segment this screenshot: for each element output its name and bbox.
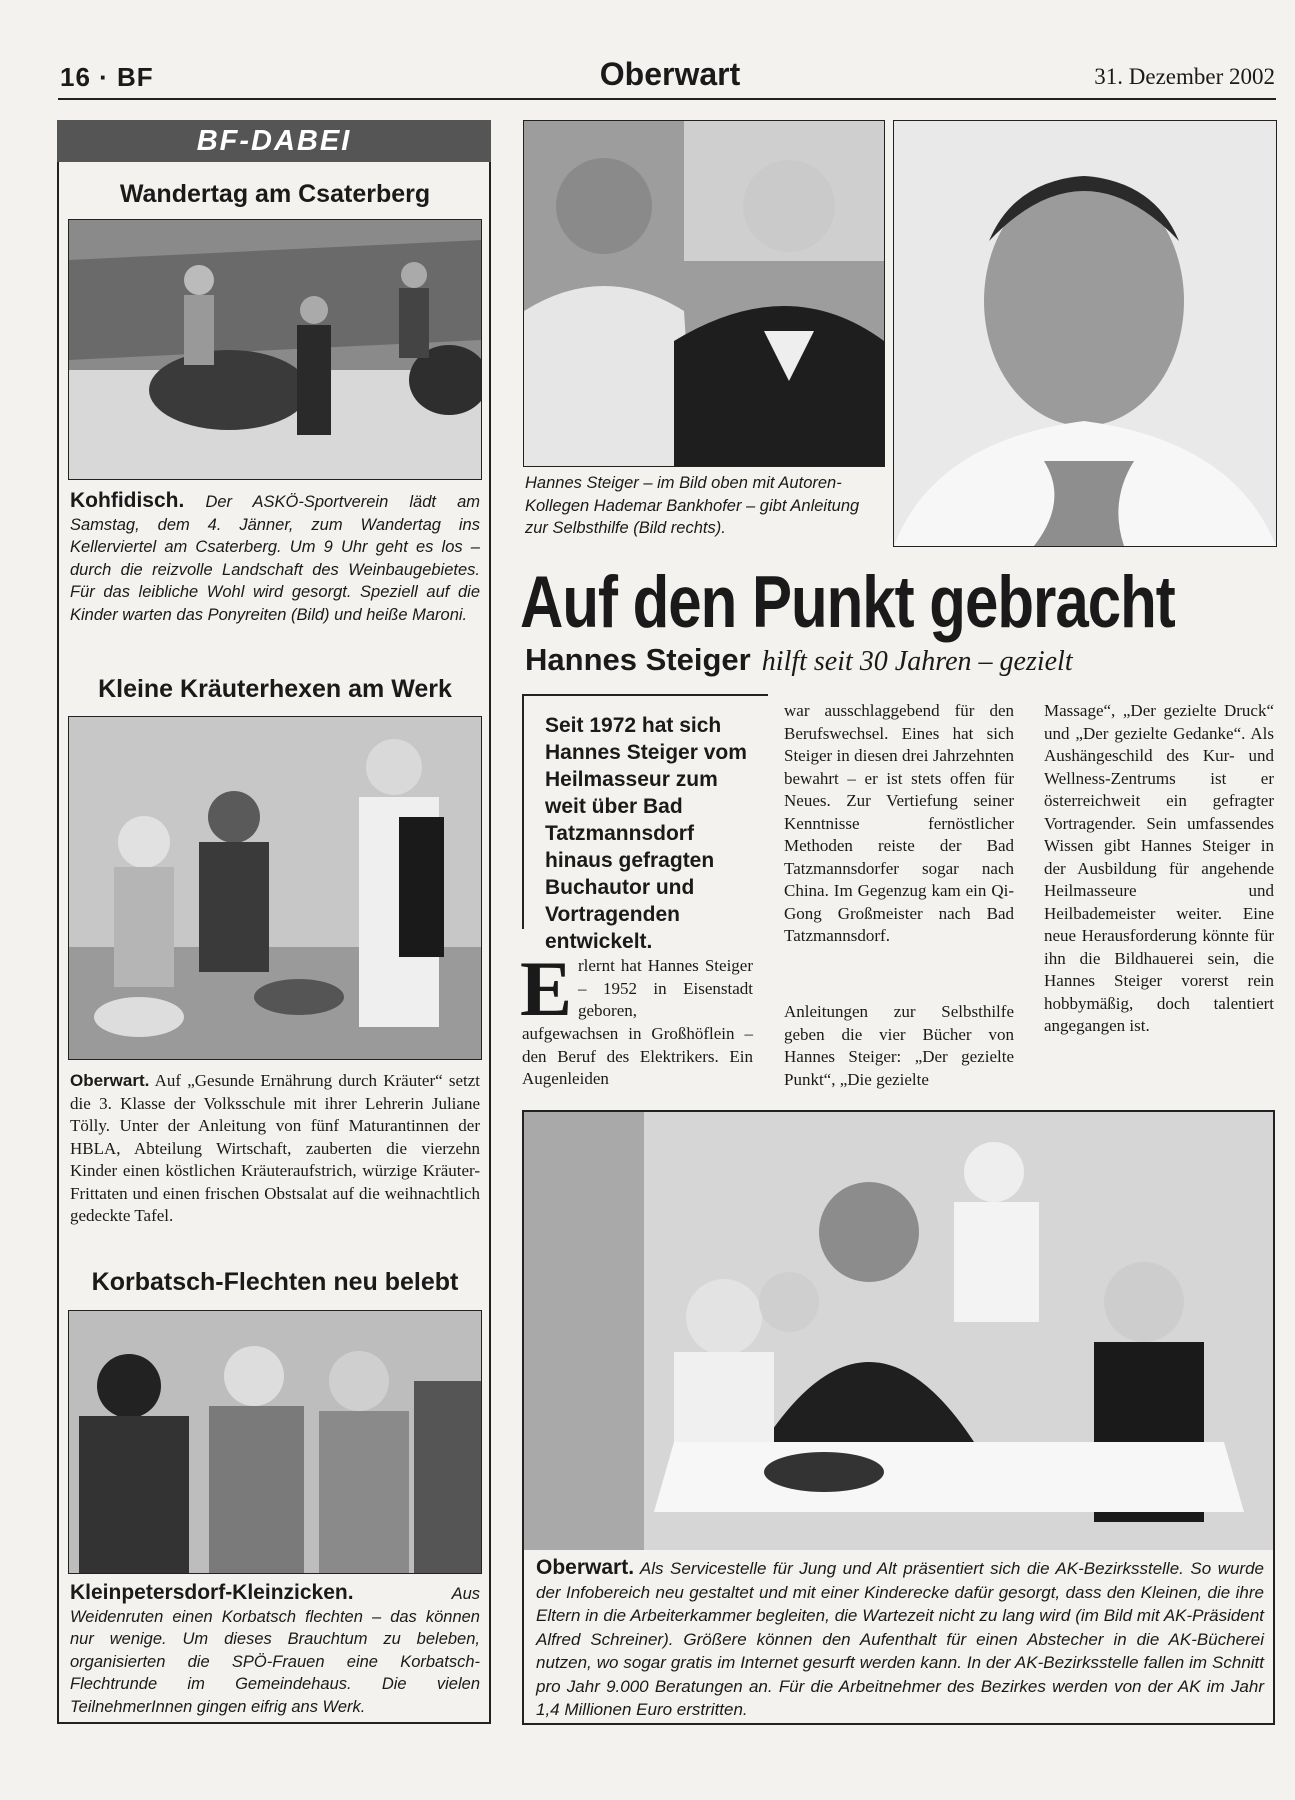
article-teaser: Seit 1972 hat sich Hannes Steiger vom Heilmasseur zum weit über Bad Tatzmannsdorf hinaus gefragten Buchautor und Vortragenden entwickelt.	[545, 714, 747, 953]
article-col3: Massage“, „Der gezielte Druck“ und „Der gezielte Gedanke“. Als Aushängeschild des Kur- und Wellness-Zentrums ist er österreichweit ein gefragter Vortragender. Sein umfassendes Wissen gibt Hannes Steiger in der Ausbildung für angehende Heilmasseure und Heilbademeister weiter. Eine neue Herausforderung könnte für ihn die Bildhauerei sein, die Hannes Steiger vorerst rein hobbymäßig, doch talentiert angegangen ist.	[1044, 701, 1274, 1035]
story-headline: Wandertag am Csaterberg	[119, 180, 431, 208]
story-lead: Oberwart.	[70, 1071, 150, 1090]
dropcap: E	[520, 945, 573, 1032]
story-lead: Kohfidisch.	[70, 489, 185, 512]
issue-date: 31. Dezember 2002	[1094, 64, 1275, 89]
article-col2-b: Anleitungen zur Selbsthilfe geben die vier Bücher von Hannes Steiger: „Der gezielte Punkt“, „Die gezielte	[784, 1002, 1014, 1089]
section-title: Oberwart	[599, 56, 741, 92]
page-number: 16 · BF	[60, 62, 154, 92]
bottom-caption	[536, 1556, 1264, 1722]
ak-children-photo	[524, 1112, 1273, 1550]
story-lead: Kleinpetersdorf-Kleinzicken.	[70, 1581, 354, 1604]
bottom-body: Als Servicestelle für Jung und Alt präsentiert sich die AK-Bezirksstelle. So wurde der Infobereich neu gestaltet und mit einer Kinderecke dafür gesorgt, dass den Kleinen, die ihre Eltern in die Arbeiterkammer begleiten, die Wartezeit nicht zu lang wird (im Bild mit AK-Präsident Alfred Schreiner). Größere können den Aufenthalt für einen Abstecher in die AK-Bücherei nutzen, wo sogar gratis im Internet gesurft werden kann. In der AK-Bezirksstelle fallen im Schnitt pro Jahr 9.000 Beratungen an. Für die Arbeitnehmer des Bezirkes werden von der AK im Jahr 1,4 Millionen Euro erstritten.	[536, 1559, 1264, 1719]
herb-cooking-photo	[68, 716, 482, 1060]
story-body: Der ASKÖ-Sportverein lädt am Samstag, dem 4. Jänner, zum Wandertag ins Kellerviertel am Csaterberg. Um 9 Uhr geht es los – durch die reizvolle Landschaft des Weinbaugebietes. Für das leibliche Wohl wird gesorgt. Speziell auf die Kinder warten das Ponyreiten (Bild) und heiße Maroni.	[70, 493, 480, 624]
story-body: Aus Weidenruten einen Korbatsch flechten – das können nur wenige. Um dieses Brauchtum zu beleben, organisierten die SPÖ-Frauen eine Korbatsch-Flechtrunde im Gemeindehaus. Die vielen TeilnehmerInnen gingen eifrig ans Werk.	[70, 1585, 480, 1716]
header-rule	[58, 98, 1276, 100]
story-headline: Korbatsch-Flechten neu belebt	[91, 1268, 459, 1296]
article-col1-b: aufgewachsen in Großhöflein – den Beruf des Elektrikers. Ein Augenleiden	[522, 1024, 753, 1088]
story-body: Auf „Gesunde Ernährung durch Kräuter“ setzt die 3. Klasse der Volksschule mit ihrer Lehrerin Juliane Tölly. Unter der Anleitung von fünf Maturantinnen der HBLA, Abteilung Wirtschaft, zauberten die vierzehn Kinder einen köstlichen Kräuteraufstrich, würzige Kräuter-Frittaten und einen frischen Obstsalat auf die weihnachtlich gedeckte Tafel.	[70, 1071, 480, 1225]
basket-weaving-photo	[68, 1310, 482, 1574]
pony-photo	[68, 219, 482, 480]
article-col1-a: rlernt hat Hannes Steiger – 1952 in Eisenstadt geboren,	[578, 956, 753, 1020]
article-subhead	[525, 642, 1275, 678]
steiger-portrait-photo	[893, 120, 1277, 547]
bottom-lead: Oberwart.	[536, 1556, 635, 1579]
story-text	[70, 1582, 480, 1718]
story-text	[70, 490, 480, 626]
story-headline: Kleine Kräuterhexen am Werk	[98, 675, 452, 703]
subhead-text: hilft seit 30 Jahren – gezielt	[761, 646, 1073, 677]
steiger-bankhofer-photo	[523, 120, 885, 467]
subhead-name: Hannes Steiger	[525, 642, 751, 677]
story-text	[70, 1070, 480, 1228]
photo-caption: Hannes Steiger – im Bild oben mit Autoren-Kollegen Hademar Bankhofer – gibt Anleitung zur Selbsthilfe (Bild rechts).	[525, 474, 860, 537]
article-headline: Auf den Punkt gebracht	[520, 561, 1175, 643]
article-col2: war ausschlaggebend für den Berufswechsel. Eines hat sich Steiger in diesen drei Jahrzehnten bewahrt – er ist stets offen für Neues. Zur Vertiefung seiner Kenntnisse fernöstlicher Methoden reiste der Bad Tatzmannsdorfer sogar nach China. Im Gegenzug kam ein Qi-Gong Großmeister nach Bad Tatzmannsdorf.	[784, 701, 1014, 945]
sidebar-banner: BF-DABEI	[57, 120, 491, 162]
